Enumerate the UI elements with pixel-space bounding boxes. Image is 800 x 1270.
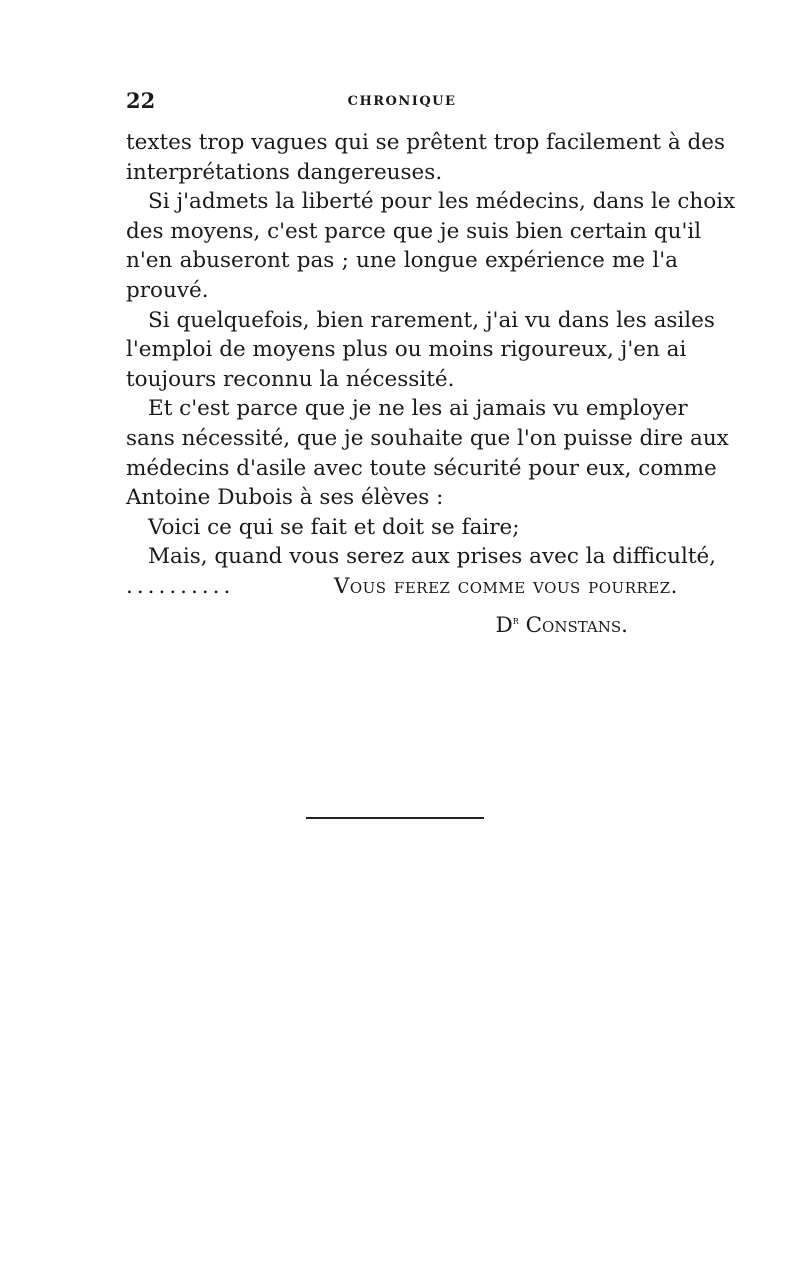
section-rule	[306, 817, 484, 819]
text-line: Et c'est parce que je ne les ai jamais vu employer	[148, 396, 688, 422]
text-line: n'en abuseront pas ; une longue expérience me l'a	[126, 248, 678, 274]
text-line: interprétations dangereuses.	[126, 159, 443, 185]
text-line: toujours reconnu la nécessité.	[126, 366, 455, 392]
signature	[126, 606, 678, 636]
page-header	[126, 88, 678, 118]
body-text	[126, 128, 736, 638]
text-line: textes trop vagues qui se prêtent trop facilement à des	[126, 130, 726, 155]
verse-final-line	[126, 572, 678, 602]
text-line: Si j'admets la liberté pour les médecins, dans le choix	[148, 189, 736, 215]
signature-prefix: D	[495, 612, 513, 638]
verse-final-text: Vous ferez comme vous pourrez.	[333, 573, 678, 599]
text-line: médecins d'asile avec toute sécurité pour eux, comme	[126, 455, 717, 481]
text-line: prouvé.	[126, 277, 209, 303]
text-line: l'emploi de moyens plus ou moins rigoureux, j'en ai	[126, 337, 687, 363]
verse-line: Mais, quand vous serez aux prises avec la difficulté,	[148, 544, 717, 570]
signature-name: Constans.	[525, 612, 628, 638]
ellipsis-dots: ..........	[126, 573, 235, 599]
text-line: Antoine Dubois à ses élèves :	[126, 485, 444, 511]
running-head: CHRONIQUE	[347, 94, 457, 109]
text-line: sans nécessité, que je souhaite que l'on puisse dire aux	[126, 425, 729, 451]
text-line: des moyens, c'est parce que je suis bien certain qu'il	[126, 218, 702, 244]
verse-line: Voici ce qui se fait et doit se faire;	[148, 514, 520, 540]
page-number: 22	[126, 88, 156, 113]
text-line: Si quelquefois, bien rarement, j'ai vu dans les asiles	[148, 307, 715, 333]
signature-superscript: r	[512, 612, 519, 627]
